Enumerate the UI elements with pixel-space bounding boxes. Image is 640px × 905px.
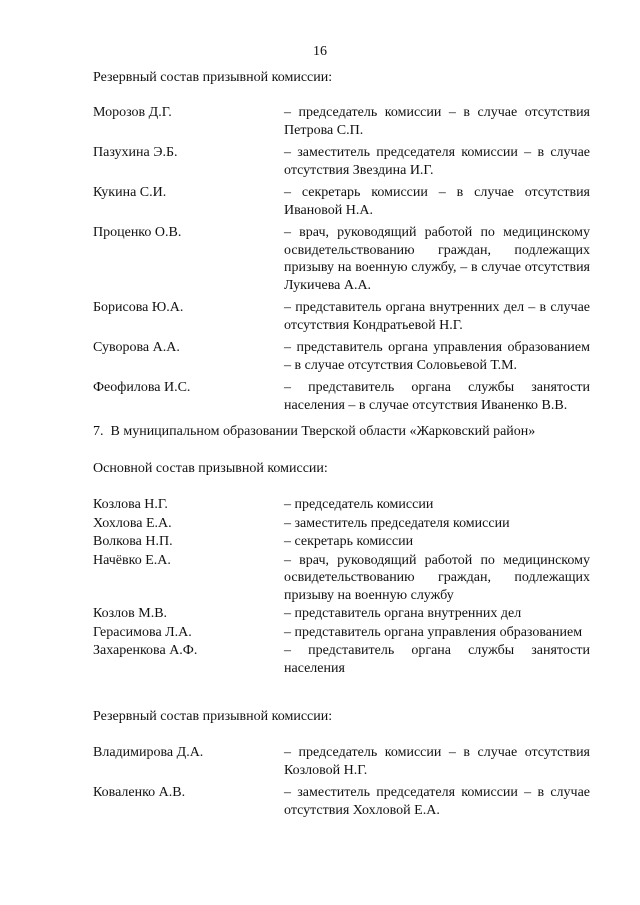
member-name: Начёвко Е.А. [93,552,171,568]
member-row [93,744,593,779]
member-name: Хохлова Е.А. [93,515,172,531]
member-row [93,299,593,334]
member-row [93,104,593,139]
member-role: – врач, руководящий работой по медицинскому освидетельствованию граждан, подлежащих призыву на военную службу [284,552,590,603]
reserve-roster-1 [93,104,593,414]
member-name: Феофилова И.С. [93,380,191,395]
member-role: – представитель органа внутренних дел – в случае отсутствия Кондратьевой Н.Г. [284,300,590,333]
member-row [93,605,593,623]
member-name: Суворова А.А. [93,340,180,355]
member-row [93,642,593,677]
member-row [93,552,593,605]
member-role: – заместитель председателя комиссии – в случае отсутствия Хохловой Е.А. [284,785,590,818]
reserve-heading-1: Резервный состав призывной комиссии: [93,70,333,85]
member-role: – секретарь комиссии – в случае отсутствия Ивановой Н.А. [284,185,590,218]
member-name: Пазухина Э.Б. [93,145,178,160]
member-name: Козлова Н.Г. [93,497,168,512]
member-name: Проценко О.В. [93,225,182,240]
member-row [93,496,593,514]
member-role: – врач, руководящий работой по медицинскому освидетельствованию граждан, подлежащих призыву на военную службу, – в случае отсутствия Лукичева А.А. [284,225,590,293]
member-role: – представитель органа службы занятости населения – в случае отсутствия Иваненко В.В. [284,380,590,413]
member-row [93,379,593,414]
member-row [93,144,593,179]
member-role: – председатель комиссии – в случае отсутствия Козловой Н.Г. [284,745,590,778]
member-row [93,224,593,294]
member-role: – представитель органа управления образованием [284,624,583,640]
reserve-heading-2: Резервный состав призывной комиссии: [93,709,333,724]
member-role: – заместитель председателя комиссии – в случае отсутствия Звездина И.Г. [284,145,590,178]
member-row [93,533,593,551]
member-name: Борисова Ю.А. [93,300,184,315]
member-name: Герасимова Л.А. [93,624,192,640]
member-row [93,339,593,374]
member-row [93,184,593,219]
member-name: Морозов Д.Г. [93,105,172,120]
member-row [93,624,593,642]
member-row [93,784,593,819]
member-name: Кукина С.И. [93,185,167,200]
section-7-title: 7. В муниципальном образовании Тверской области «Жарковский район» [93,424,536,439]
member-name: Коваленко А.В. [93,785,186,800]
main-roster [93,496,593,677]
member-name: Владимирова Д.А. [93,745,204,760]
member-name: Козлов М.В. [93,606,168,621]
member-role: – председатель комиссии – в случае отсутствия Петрова С.П. [284,105,590,138]
member-role: – представитель органа внутренних дел [284,606,522,621]
member-name: Волкова Н.П. [93,534,173,549]
reserve-roster-2 [93,744,593,819]
member-role: – секретарь комиссии [284,534,414,549]
page-number: 16 [313,44,327,59]
main-heading: Основной состав призывной комиссии: [93,461,328,476]
member-name: Захаренкова А.Ф. [93,643,198,658]
member-role: – представитель органа управления образованием – в случае отсутствия Соловьевой Т.М. [284,340,590,373]
member-role: – представитель органа службы занятости населения [284,643,590,676]
member-role: – заместитель председателя комиссии [284,515,510,531]
member-row [93,515,593,533]
member-role: – председатель комиссии [284,497,434,512]
